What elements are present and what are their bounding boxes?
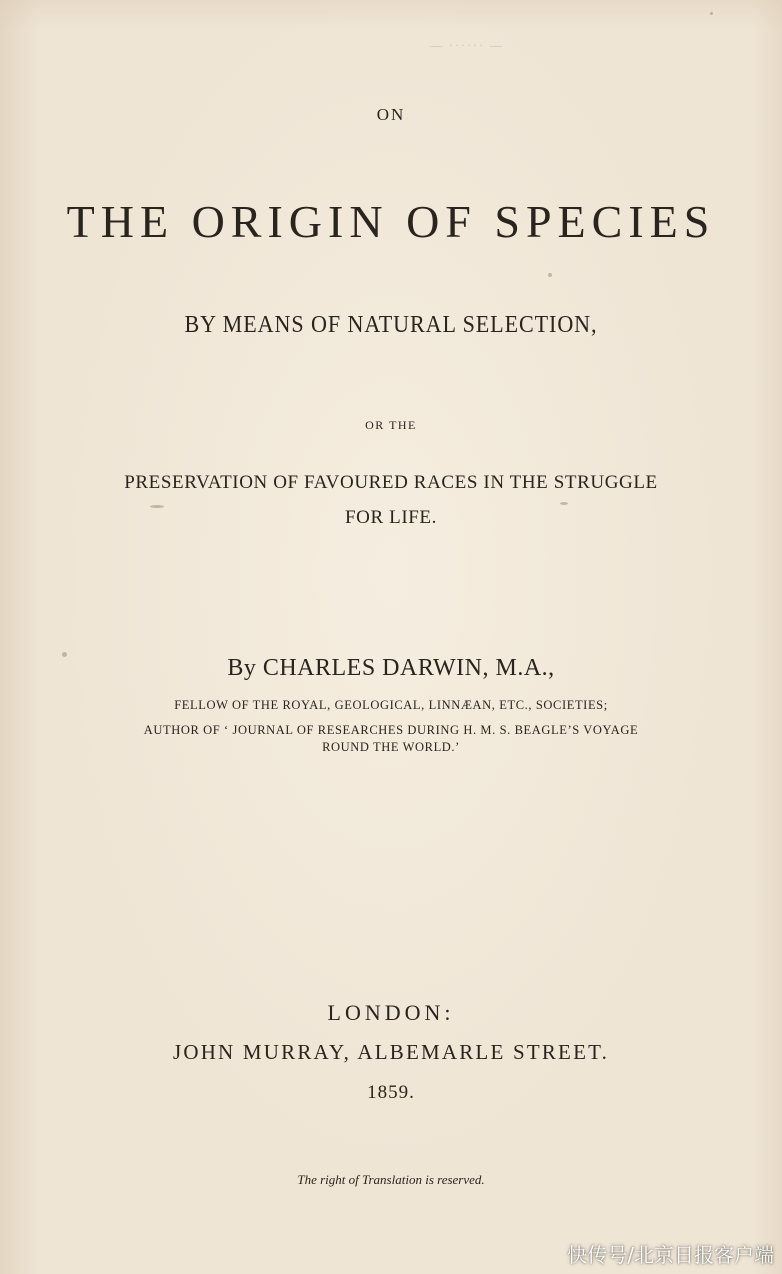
translation-rights-note: The right of Translation is reserved. <box>297 1172 485 1187</box>
author-credentials-line-3: ROUND THE WORLD.’ <box>322 740 460 754</box>
preservation-line-1: PRESERVATION OF FAVOURED RACES IN THE STRUGGLE <box>124 472 658 493</box>
source-watermark: 快传号/北京日报客户端 <box>567 1243 774 1267</box>
preservation-line-2: FOR LIFE. <box>345 507 437 528</box>
faded-stamp-mark: — ······ — <box>430 38 504 52</box>
author-credentials-line-1: FELLOW OF THE ROYAL, GEOLOGICAL, LINNÆAN, ETC., SOCIETIES; <box>174 698 608 712</box>
publication-year: 1859. <box>367 1082 415 1103</box>
author-prefix: By <box>227 655 257 681</box>
author-credentials-line-2: AUTHOR OF ‘ JOURNAL OF RESEARCHES DURING H. M. S. BEAGLE’S VOYAGE <box>143 723 639 737</box>
book-title: THE ORIGIN OF SPECIES <box>66 196 716 247</box>
paper-foxing-spot <box>62 652 67 657</box>
paper-foxing-spot <box>710 12 713 15</box>
author-name: CHARLES DARWIN, M.A., <box>262 655 555 681</box>
paper-foxing-spot <box>150 505 164 508</box>
or-the-connector: OR THE <box>365 418 417 432</box>
paper-foxing-spot <box>548 273 552 277</box>
publication-city: LONDON: <box>327 1000 455 1025</box>
on-heading: ON <box>376 105 406 124</box>
publisher-name: JOHN MURRAY, ALBEMARLE STREET. <box>172 1040 610 1064</box>
paper-foxing-spot <box>560 502 568 505</box>
author-line <box>0 655 782 682</box>
book-subtitle: BY MEANS OF NATURAL SELECTION, <box>184 312 598 338</box>
